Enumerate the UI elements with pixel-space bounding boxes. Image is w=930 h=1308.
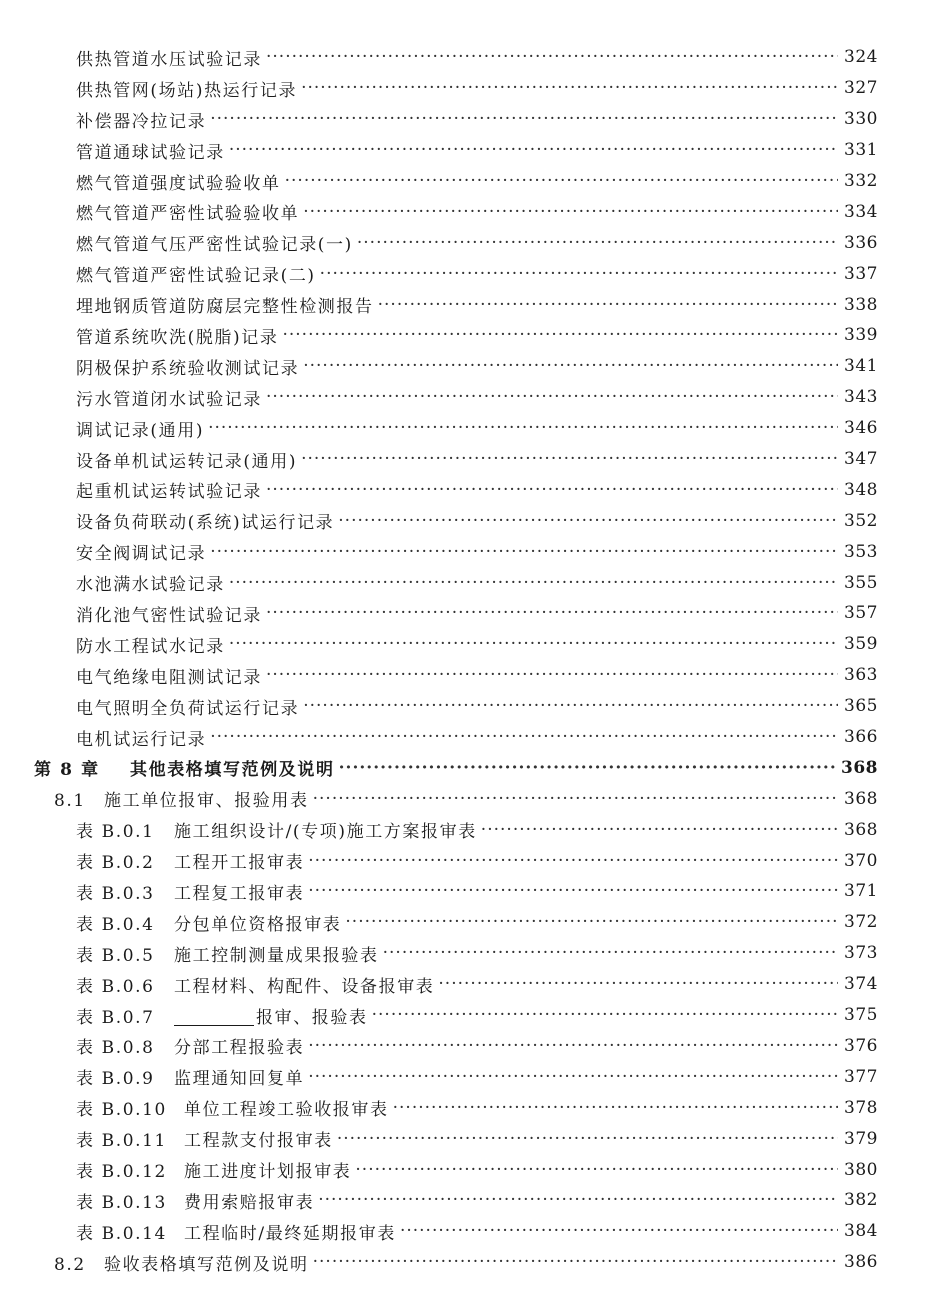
table-title: 工程复工报审表	[174, 883, 305, 904]
toc-entry-page: 343	[844, 387, 878, 408]
dot-leader	[320, 264, 838, 284]
toc-entry-title: 管道系统吹洗(脱脂)记录	[76, 327, 279, 348]
table-number: 表 B.0.13	[76, 1192, 167, 1213]
dot-leader	[313, 1252, 838, 1272]
toc-entry-title: 供热管道水压试验记录	[76, 49, 262, 70]
dot-leader	[308, 1067, 838, 1087]
toc-entry-page: 355	[844, 572, 878, 593]
toc-entry-title: 燃气管道严密性试验验收单	[76, 204, 300, 225]
toc-entry-title: 安全阀调试记录	[76, 544, 207, 565]
toc-entry[interactable]	[0, 413, 930, 444]
dot-leader	[301, 78, 838, 98]
toc-entry-title: 燃气管道严密性试验记录(二)	[76, 266, 316, 287]
toc-entry-page: 332	[844, 171, 878, 191]
toc-table-entry[interactable]	[0, 1216, 930, 1247]
toc-entry-page: 365	[844, 696, 878, 717]
dot-leader	[481, 820, 838, 840]
toc-table-entry[interactable]	[0, 1154, 930, 1185]
dot-leader	[372, 1005, 838, 1025]
toc-entry-title: 管道通球试验记录	[76, 142, 225, 163]
dot-leader	[313, 789, 838, 809]
table-number: 表 B.0.5	[76, 945, 155, 966]
section-title: 验收表格填写范例及说明	[104, 1254, 309, 1275]
toc-entry[interactable]	[0, 320, 930, 351]
table-page: 373	[844, 943, 878, 964]
toc-entry-title: 污水管道闭水试验记录	[76, 389, 262, 410]
table-page: 382	[844, 1190, 878, 1211]
dot-leader	[357, 233, 838, 253]
toc-entry[interactable]	[0, 135, 930, 166]
table-title: 施工组织设计/(专项)施工方案报审表	[174, 822, 477, 843]
dot-leader	[210, 727, 838, 747]
toc-entry-page: 347	[844, 449, 878, 470]
table-title: 监理通知回复单	[174, 1069, 305, 1090]
toc-entry-title: 水池满水试验记录	[76, 575, 225, 596]
dot-leader	[438, 974, 838, 994]
dot-leader	[308, 851, 838, 871]
table-of-contents	[0, 42, 930, 1278]
table-page: 368	[844, 819, 878, 840]
toc-entry-page: 341	[844, 356, 878, 377]
toc-entry-title: 补偿器冷拉记录	[76, 111, 207, 132]
dot-leader	[383, 943, 838, 963]
table-page: 371	[844, 881, 878, 902]
toc-entry-page: 334	[844, 201, 878, 222]
toc-entry[interactable]	[0, 166, 930, 197]
toc-entry-title: 燃气管道气压严密性试验记录(一)	[76, 235, 353, 256]
toc-entry[interactable]	[0, 536, 930, 567]
dot-leader	[303, 356, 838, 376]
section-number: 8.1	[54, 791, 86, 812]
table-title: 工程临时/最终延期报审表	[184, 1223, 396, 1244]
dot-leader	[303, 202, 838, 222]
dot-leader	[355, 1160, 838, 1180]
table-page: 376	[844, 1035, 878, 1056]
table-page: 380	[844, 1159, 878, 1180]
toc-entry-title: 电机试运行记录	[76, 729, 207, 750]
dot-leader	[308, 1036, 838, 1056]
dot-leader	[303, 696, 838, 716]
table-number: 表 B.0.11	[76, 1131, 167, 1152]
toc-entry-title: 电气照明全负荷试运行记录	[76, 698, 300, 719]
table-number: 表 B.0.3	[76, 883, 155, 904]
toc-table-entry[interactable]	[0, 1185, 930, 1216]
toc-section-8-1[interactable]	[0, 783, 930, 814]
table-page: 374	[844, 974, 878, 995]
toc-table-entry[interactable]	[0, 969, 930, 1000]
toc-entry[interactable]	[0, 598, 930, 629]
dot-leader	[266, 480, 838, 500]
toc-entry-page: 324	[844, 47, 878, 68]
chapter-title: 其他表格填写范例及说明	[130, 760, 335, 781]
dot-leader	[229, 573, 838, 593]
dot-leader	[318, 1190, 838, 1210]
toc-entry[interactable]	[0, 505, 930, 536]
toc-entry-page: 359	[844, 634, 878, 655]
toc-entry-page: 339	[844, 325, 878, 346]
dot-leader	[266, 47, 838, 67]
dot-leader	[338, 511, 838, 531]
toc-table-entry[interactable]	[0, 1061, 930, 1092]
section-page: 386	[844, 1252, 878, 1273]
toc-entry-page: 352	[844, 510, 878, 531]
toc-entry[interactable]	[0, 629, 930, 660]
toc-section-8-2[interactable]	[0, 1247, 930, 1278]
table-title: 施工进度计划报审表	[184, 1162, 352, 1182]
table-page: 379	[844, 1128, 878, 1149]
toc-entry[interactable]	[0, 104, 930, 135]
toc-chapter-8[interactable]	[0, 752, 930, 783]
toc-entry-title: 燃气管道强度试验验收单	[76, 173, 281, 194]
toc-table-entry[interactable]	[0, 1000, 930, 1031]
toc-entry-page: 337	[844, 263, 878, 284]
table-number: 表 B.0.4	[76, 914, 155, 935]
dot-leader	[229, 634, 838, 654]
dot-leader	[229, 140, 838, 160]
toc-entry-page: 346	[844, 418, 878, 439]
dot-leader	[208, 418, 838, 438]
table-page: 384	[844, 1221, 878, 1242]
dot-leader	[393, 1098, 838, 1118]
toc-entry-title: 供热管网(场站)热运行记录	[76, 80, 298, 101]
table-number: 表 B.0.12	[76, 1162, 167, 1182]
toc-entry[interactable]	[0, 351, 930, 382]
table-page: 375	[844, 1005, 878, 1026]
dot-leader	[266, 665, 838, 685]
section-number: 8.2	[54, 1254, 86, 1275]
table-title: 工程款支付报审表	[184, 1131, 333, 1152]
toc-entry-title: 调试记录(通用)	[76, 420, 205, 441]
toc-entry[interactable]	[0, 73, 930, 104]
toc-entry-title: 起重机试运转试验记录	[76, 482, 262, 503]
toc-entry-page: 357	[844, 603, 878, 624]
toc-entry[interactable]	[0, 196, 930, 227]
table-page: 378	[844, 1097, 878, 1118]
table-number: 表 B.0.14	[76, 1223, 167, 1244]
toc-entry-page: 331	[844, 140, 878, 161]
dot-leader	[301, 449, 838, 469]
dot-leader	[337, 1129, 838, 1149]
toc-entry[interactable]	[0, 289, 930, 320]
dot-leader	[345, 912, 838, 932]
dot-leader	[308, 881, 838, 901]
table-number: 表 B.0.8	[76, 1038, 155, 1059]
toc-table-entry[interactable]	[0, 938, 930, 969]
dot-leader	[282, 325, 838, 345]
table-title: 工程材料、构配件、设备报审表	[174, 976, 435, 997]
table-number: 表 B.0.7	[76, 1007, 155, 1028]
toc-entry-page: 338	[844, 294, 878, 315]
toc-entry[interactable]	[0, 382, 930, 413]
toc-table-entry[interactable]	[0, 1031, 930, 1062]
blank-fill-line	[174, 1009, 254, 1026]
table-number: 表 B.0.2	[76, 853, 155, 874]
toc-entry-page: 363	[844, 665, 878, 686]
toc-table-entry[interactable]	[0, 907, 930, 938]
section-page: 368	[844, 788, 878, 809]
toc-entry[interactable]	[0, 722, 930, 753]
toc-entry-page: 348	[844, 479, 878, 500]
dot-leader	[378, 295, 838, 315]
section-title: 施工单位报审、报验用表	[104, 791, 309, 812]
table-title: 费用索赔报审表	[184, 1192, 315, 1213]
toc-entry[interactable]	[0, 660, 930, 691]
toc-table-entry[interactable]	[0, 1092, 930, 1123]
toc-table-entry[interactable]	[0, 814, 930, 845]
toc-entry-page: 366	[844, 727, 878, 748]
table-number: 表 B.0.1	[76, 822, 155, 843]
toc-entry-title: 埋地钢质管道防腐层完整性检测报告	[76, 297, 374, 318]
toc-entry-page: 330	[844, 109, 878, 130]
table-title: 分包单位资格报审表	[174, 914, 342, 935]
toc-entry-title: 防水工程试水记录	[76, 636, 225, 657]
toc-entry-page: 327	[844, 78, 878, 99]
toc-entry-title: 电气绝缘电阻测试记录	[76, 667, 262, 688]
dot-leader	[285, 171, 838, 191]
toc-entry-title: 阴极保护系统验收测试记录	[76, 358, 300, 379]
toc-entry-title: 设备负荷联动(系统)试运行记录	[76, 513, 335, 534]
dot-leader	[400, 1221, 838, 1241]
toc-entry-page: 336	[844, 232, 878, 253]
table-title: 工程开工报审表	[174, 853, 305, 874]
toc-entry-page: 353	[844, 541, 878, 562]
toc-entry-title: 消化池气密性试验记录	[76, 605, 262, 626]
table-number: 表 B.0.6	[76, 976, 155, 997]
toc-entry-title: 设备单机试运转记录(通用)	[76, 451, 298, 472]
table-title: 单位工程竣工验收报审表	[184, 1100, 389, 1121]
dot-leader	[210, 542, 838, 562]
table-page: 372	[844, 912, 878, 933]
table-title: 报审、报验表	[256, 1007, 368, 1028]
toc-entry[interactable]	[0, 227, 930, 258]
toc-table-entry[interactable]	[0, 845, 930, 876]
table-number: 表 B.0.9	[76, 1069, 155, 1090]
dot-leader	[339, 758, 835, 778]
chapter-page: 368	[841, 757, 878, 778]
dot-leader	[210, 109, 838, 129]
table-title: 施工控制测量成果报验表	[174, 945, 379, 966]
table-page: 370	[844, 850, 878, 871]
toc-entry[interactable]	[0, 691, 930, 722]
toc-entry[interactable]	[0, 444, 930, 475]
toc-entry[interactable]	[0, 258, 930, 289]
toc-entry[interactable]	[0, 567, 930, 598]
table-page: 377	[844, 1066, 878, 1087]
chapter-number: 第 8 章	[34, 760, 100, 781]
dot-leader	[266, 603, 838, 623]
table-number: 表 B.0.10	[76, 1100, 167, 1121]
toc-entry[interactable]	[0, 474, 930, 505]
table-title: 分部工程报验表	[174, 1038, 305, 1059]
dot-leader	[266, 387, 838, 407]
toc-entry[interactable]	[0, 42, 930, 73]
toc-table-entry[interactable]	[0, 876, 930, 907]
toc-table-entry[interactable]	[0, 1123, 930, 1154]
